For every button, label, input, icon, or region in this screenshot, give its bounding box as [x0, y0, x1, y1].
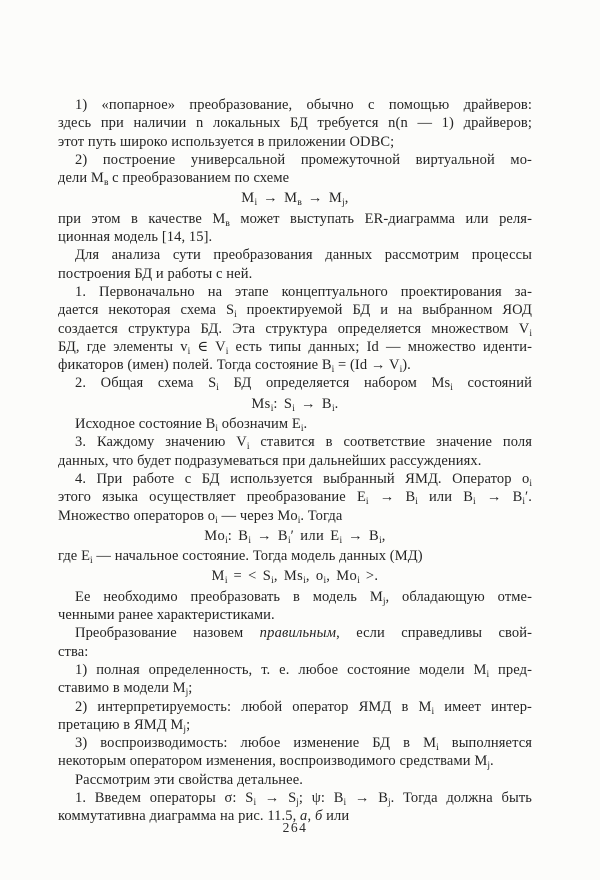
text-line: этого языка осуществляет преобразование $E_i \to B_i$ или $B_i \to B_i'$.	[58, 489, 532, 508]
text-line: 4. При работе с БД используется выбранный ЯМД. Оператор $o_i$	[75, 470, 532, 489]
text-line: Рассмотрим эти свойства детальнее.	[75, 771, 303, 788]
text-line: 2) интерпретируемость: любой оператор ЯМД в $M_i$ имеет интер-	[75, 698, 532, 717]
text-line: Исходное состояние $B_i$ обозначим $E_i$.	[75, 416, 308, 435]
text-line: при этом в качестве $M_в$ может выступать ER-диаграмма или реля-	[58, 210, 532, 229]
text-line: фикаторов (имен) полей. Тогда состояние $B_i = (Id \to V_i)$.	[58, 357, 411, 376]
text-line: ства:	[58, 643, 89, 660]
text-line: 2. Общая схема $S_i$ БД определяется набором $Ms_i$ состояний	[75, 375, 532, 394]
formula-line: $Ms_i$: $S_i \to B_i$.	[251, 395, 339, 414]
text-line: данных, что будет подразумеваться при дальнейших рассуждениях.	[58, 452, 482, 469]
text-line: построения БД и работы с ней.	[58, 265, 253, 282]
formula-line: $Mo_i$: $B_i \to B_i'$ или $E_i \to B_i$,	[204, 527, 386, 546]
text-line: создается структура БД. Эта структура определяется множеством $V_i$	[58, 320, 532, 339]
formula-line: $M_i \to M_в \to M_j$,	[241, 190, 349, 209]
text-line: здесь при наличии n локальных БД требуется n(n — 1) драйверов;	[58, 115, 532, 132]
text-line: 3) воспроизводимость: любое изменение БД в $M_i$ выполняется	[75, 735, 532, 754]
text-line: 1) полная определенность, т. е. любое состояние модели $M_i$ пред-	[75, 661, 533, 680]
text-line: коммутативна диаграмма на рис. 11.5, а, б или	[58, 808, 350, 825]
text-line: где $E_i$ — начальное состояние. Тогда модель данных (МД)	[58, 548, 423, 567]
text-line: 1. Первоначально на этапе концептуального проектирования за-	[75, 283, 532, 300]
text-line: Преобразование назовем правильным, если справедливы свой-	[75, 625, 533, 642]
text-line: 2) построение универсальной промежуточной виртуальной мо-	[75, 151, 532, 168]
text-line: дели $M_в$ с преобразованием по схеме	[58, 170, 290, 189]
text-line: этот путь широко используется в приложении ODBC;	[58, 133, 395, 150]
text-line: 1) «попарное» преобразование, обычно с помощью драйверов:	[75, 97, 532, 113]
text-line: Ее необходимо преобразовать в модель $M_j$, обладающую отме-	[75, 588, 532, 607]
text-line: претацию в ЯМД $M_j$;	[58, 716, 191, 735]
text-line: некоторым оператором изменения, воспроизводимого средствами $M_j$.	[58, 753, 494, 772]
text-line: 3. Каждому значению $V_i$ ставится в соответствие значение поля	[75, 434, 532, 453]
text-line: дается некоторая схема $S_i$ проектируемой БД и на выбранном ЯОД	[58, 302, 532, 321]
text-line: ченными ранее характеристиками.	[58, 607, 275, 624]
text-line: Для анализа сути преобразования данных рассмотрим процессы	[75, 247, 532, 264]
text-line: ционная модель [14, 15].	[58, 229, 213, 246]
text-line: ставимо в модели $M_j$;	[58, 680, 193, 699]
page-number: 264	[282, 820, 308, 835]
page-text	[58, 96, 532, 826]
text-line: Множество операторов $o_i$ — через $Mo_i$. Тогда	[58, 507, 343, 526]
text-line: 1. Введем операторы σ: $S_i \to S_j$; ψ: $B_i \to B_j$. Тогда должна быть	[75, 789, 532, 808]
text-line: БД, где элементы $v_i$ ∈ $V_i$ есть типы данных; Id — множество иденти-	[58, 338, 533, 357]
formula-line: $M_i$ = < $S_i$, $Ms_i$, $o_i$, $Mo_i$ >.	[211, 568, 379, 587]
